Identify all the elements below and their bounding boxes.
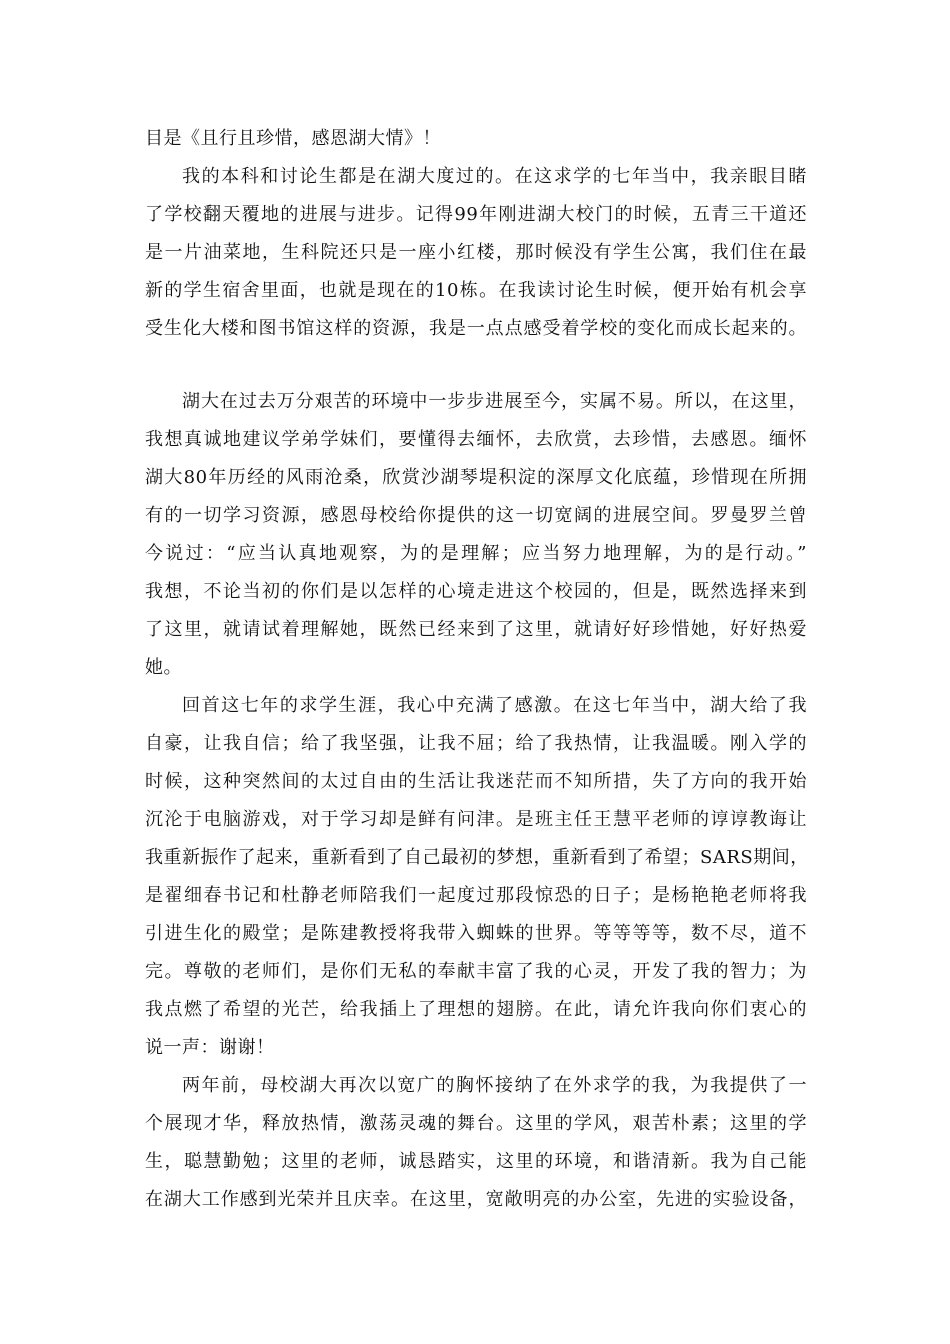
text-line: 引进生化的殿堂；是陈建教授将我带入蜘蛛的世界。等等等等，数不尽，道不 (145, 923, 807, 944)
text-line: 完。尊敬的老师们，是你们无私的奉献丰富了我的心灵，开发了我的智力；为 (145, 961, 807, 982)
text-line: 我的本科和讨论生都是在湖大度过的。在这求学的七年当中，我亲眼目睹 (182, 166, 807, 187)
text-line: 说一声：谢谢！ (145, 1037, 275, 1058)
text-line: 在湖大工作感到光荣并且庆幸。在这里，宽敞明亮的办公室，先进的实验设备， (145, 1189, 807, 1210)
text-line: 我重新振作了起来，重新看到了自己最初的梦想，重新看到了希望；SARS期间， (145, 847, 809, 868)
text-line: 目是《且行且珍惜，感恩湖大情》！ (145, 128, 441, 149)
text-line: 两年前，母校湖大再次以宽广的胸怀接纳了在外求学的我，为我提供了一 (182, 1075, 807, 1096)
text-line: 回首这七年的求学生涯，我心中充满了感激。在这七年当中，湖大给了我 (182, 695, 807, 716)
text-line: 时候，这种突然间的太过自由的生活让我迷茫而不知所措，失了方向的我开始 (145, 771, 807, 792)
text-line: 我点燃了希望的光芒，给我插上了理想的翅膀。在此，请允许我向你们衷心的 (145, 999, 807, 1020)
text-line: 是一片油菜地，生科院还只是一座小红楼，那时候没有学生公寓，我们住在最 (145, 242, 807, 263)
text-line: 受生化大楼和图书馆这样的资源，我是一点点感受着学校的变化而成长起来的。 (145, 318, 807, 339)
text-line: 新的学生宿舍里面，也就是现在的10栋。在我读讨论生时候，便开始有机会享 (145, 280, 807, 301)
text-line: 有的一切学习资源，感恩母校给你提供的这一切宽阔的进展空间。罗曼罗兰曾 (145, 505, 807, 526)
text-line: 个展现才华，释放热情，激荡灵魂的舞台。这里的学风，艰苦朴素；这里的学 (145, 1113, 807, 1134)
text-line: 了这里，就请试着理解她，既然已经来到了这里，就请好好珍惜她，好好热爱 (145, 619, 807, 640)
text-line: 她。 (145, 657, 182, 678)
text-line: 今说过：“应当认真地观察，为的是理解；应当努力地理解，为的是行动。” (145, 543, 807, 564)
text-line: 沉沦于电脑游戏，对于学习却是鲜有问津。是班主任王慧平老师的谆谆教诲让 (145, 809, 807, 830)
text-line: 是翟细春书记和杜静老师陪我们一起度过那段惊恐的日子；是杨艳艳老师将我 (145, 885, 807, 906)
text-line: 湖大80年历经的风雨沧桑，欣赏沙湖琴堤积淀的深厚文化底蕴，珍惜现在所拥 (145, 467, 807, 488)
text-line: 我想，不论当初的你们是以怎样的心境走进这个校园的，但是，既然选择来到 (145, 581, 807, 602)
text-line: 生，聪慧勤勉；这里的老师，诚恳踏实，这里的环境，和谐清新。我为自己能 (145, 1151, 807, 1172)
text-line: 湖大在过去万分艰苦的环境中一步步进展至今，实属不易。所以，在这里， (182, 391, 807, 412)
text-line: 了学校翻天覆地的进展与进步。记得99年刚进湖大校门的时候，五青三干道还 (145, 204, 807, 225)
text-line: 我想真诚地建议学弟学妹们，要懂得去缅怀，去欣赏，去珍惜，去感恩。缅怀 (145, 429, 807, 450)
text-line: 自豪，让我自信；给了我坚强，让我不屈；给了我热情，让我温暖。刚入学的 (145, 733, 807, 754)
